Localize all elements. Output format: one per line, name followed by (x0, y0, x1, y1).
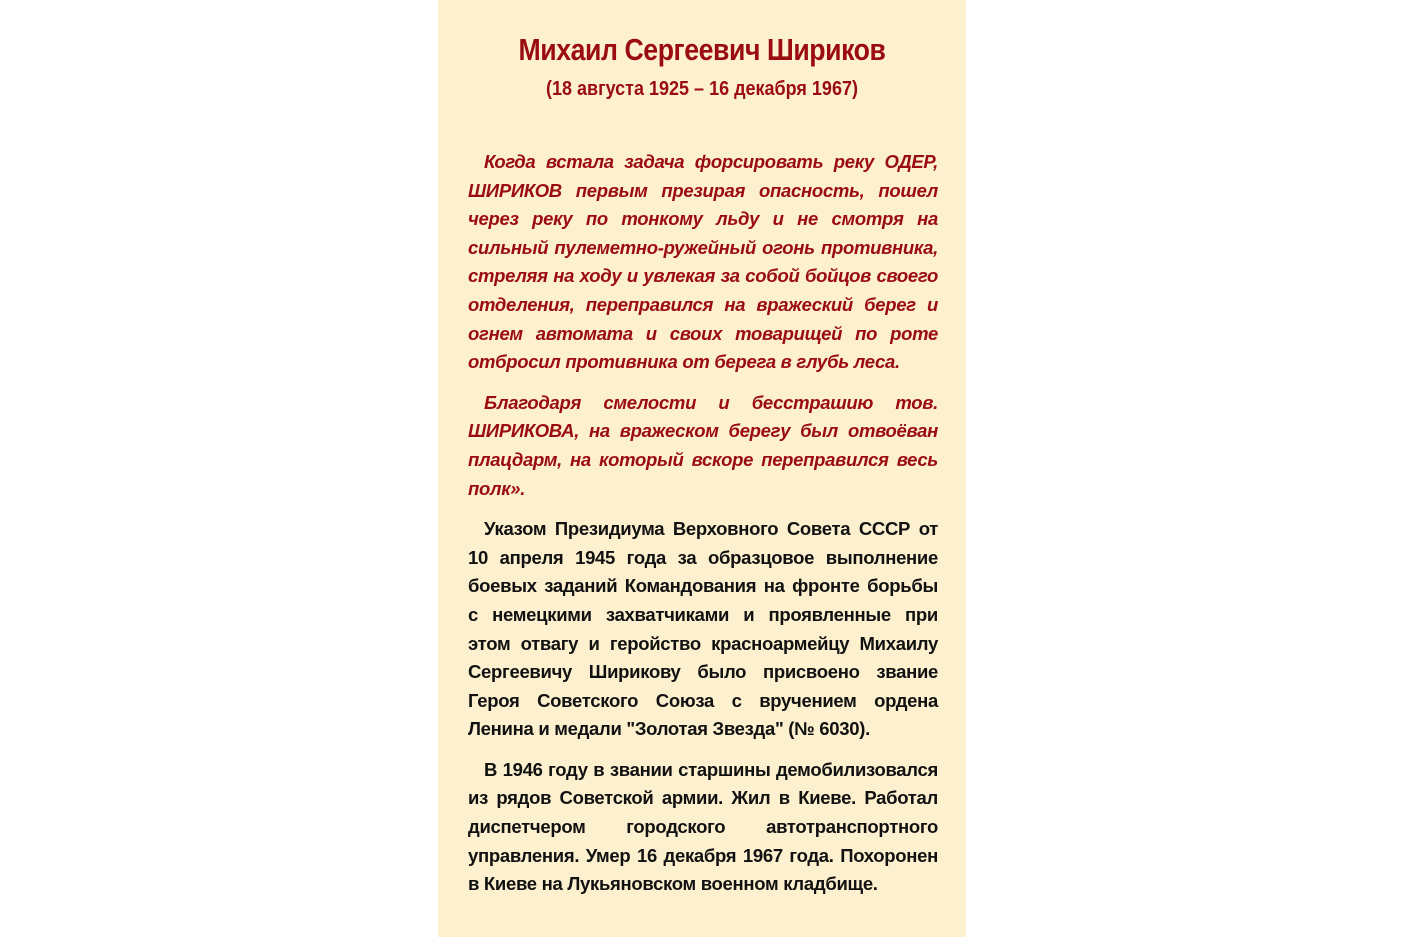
paragraph-postwar-life: В 1946 году в звании старшины демобилизовался из рядов Советской армии. Жил в Киеве. Работал диспетчером городского автотранспортного управления. Умер 16 декабря 1967 года. Похоронен в Киеве на Лукьяновском военном кладбище. (468, 758, 938, 895)
paragraph-hero-decree: Указом Президиума Верховного Совета СССР от 10 апреля 1945 года за образцовое выполнение боевых заданий Командования на фронте борьбы с немецкими захватчиками и проявленные при этом отвагу и геройство красноармейцу Михаилу Сергеевичу Ширикову было присвоено звание Героя Советского Союза с вручением ордена Ленина и медали "Золотая Звезда" (№ 6030). (468, 518, 938, 740)
paragraph-river-crossing: Когда встала задача форсировать реку ОДЕР, ШИРИКОВ первым презирая опасность, пошел через реку по тонкому льду и не смотря на сильный пулеметно-ружейный огонь противника, стреляя на ходу и увлекая за собой бойцов своего отделения, переправился на вражеский берег и огнем автомата и своих товарищей по роте отбросил противника от берега в глубь леса. (468, 151, 938, 373)
page-title: Михаил Сергеевич Шириков (518, 32, 886, 67)
memorial-panel (438, 0, 966, 937)
life-dates: (18 августа 1925 – 16 декабря 1967) (546, 78, 858, 100)
biography-text (468, 148, 938, 911)
paragraph-bridgehead: Благодаря смелости и бесстрашию тов. ШИРИКОВА, на вражеском берегу был отвоёван плацдарм, на который вскоре переправился весь полк». (468, 391, 938, 499)
